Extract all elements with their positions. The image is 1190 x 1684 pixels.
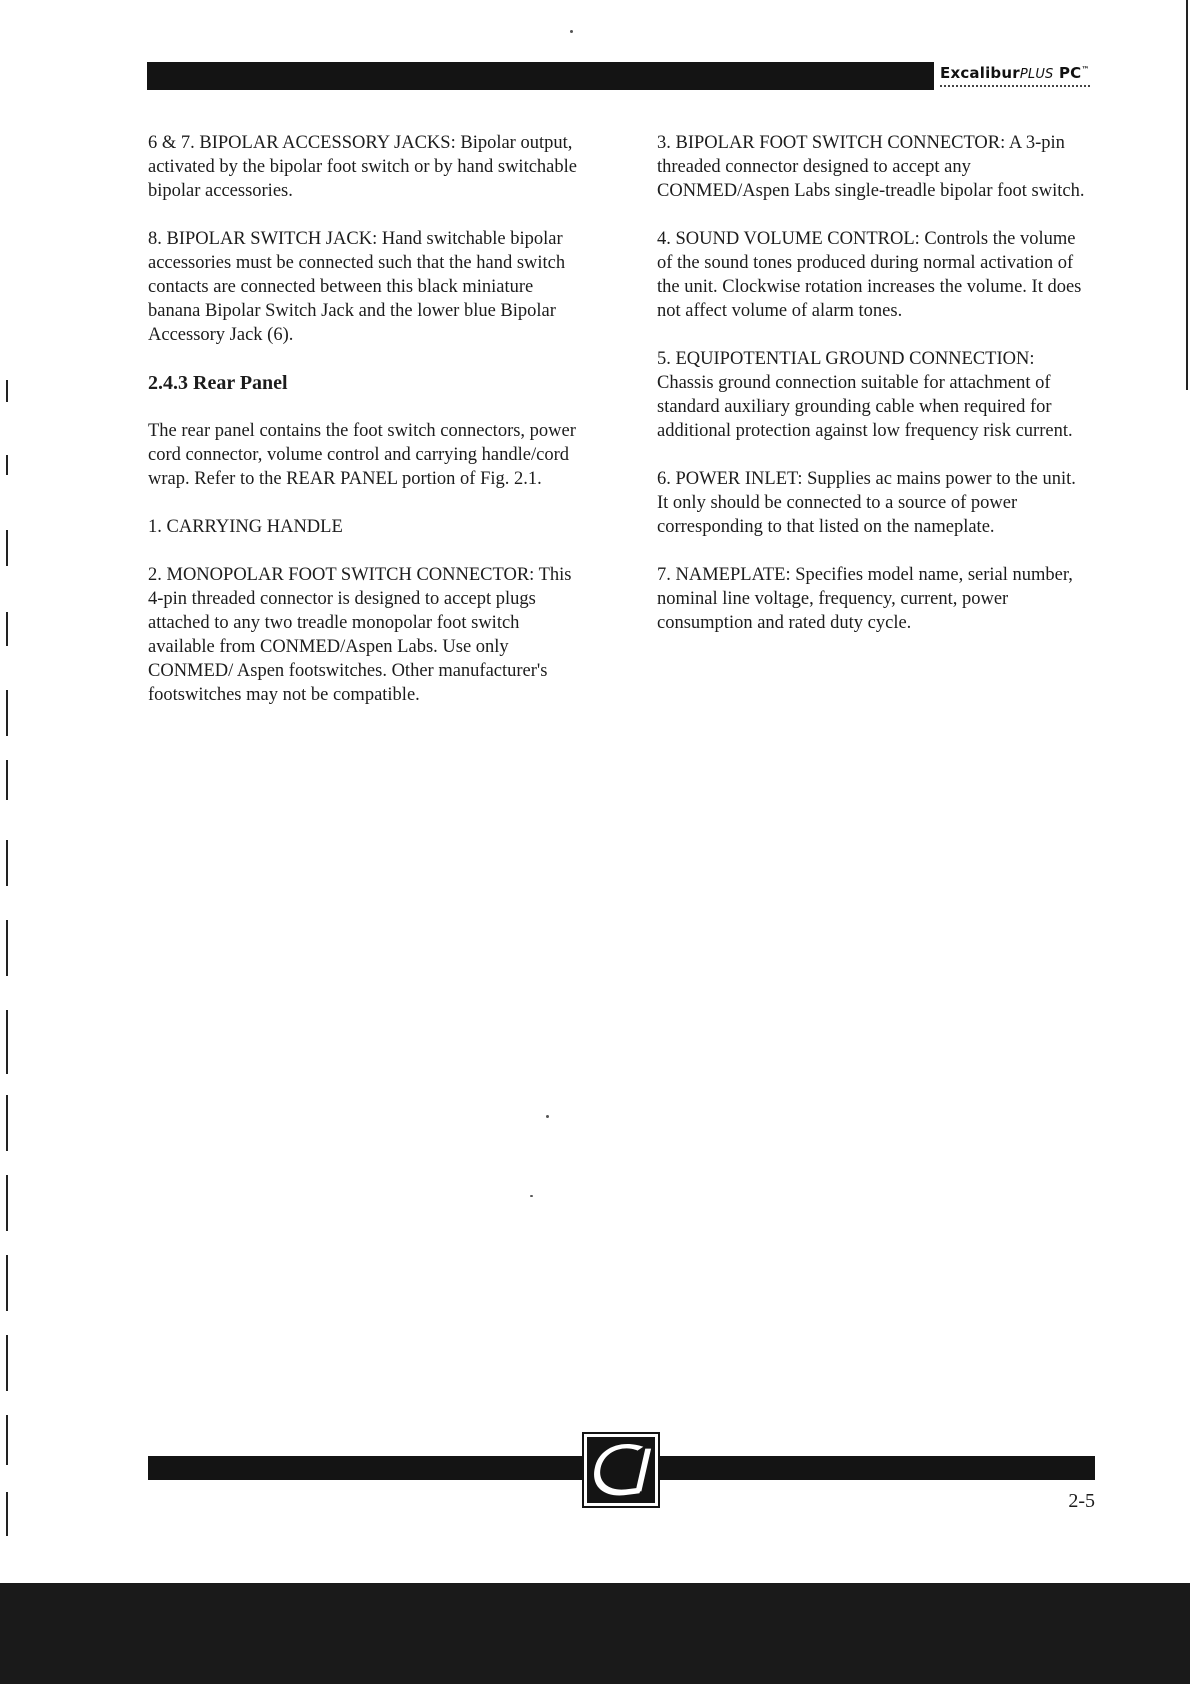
scan-speck [546,1115,549,1118]
power-inlet-item: 6. POWER INLET: Supplies ac mains power to the unit. It only should be connected to a source of power corresponding to that listed on the nameplate. [657,469,1076,537]
monopolar-foot-switch-item: 2. MONOPOLAR FOOT SWITCH CONNECTOR: This 4-pin threaded connector is designed to accept plugs attached to any two treadle monopolar foot switch available from CONMED/Aspen Labs. Use only CONMED/ Aspen footswitches. Other manufacturer's footswitches may not be compatible. [148,565,572,705]
scan-speck [530,1195,533,1197]
page-edge-line [1186,0,1188,390]
equipotential-ground-item: 5. EQUIPOTENTIAL GROUND CONNECTION: Chassis ground connection suitable for attachment of standard auxiliary grounding cable when required for additional protection against low frequency risk current. [657,349,1073,441]
scan-margin-marks [0,0,12,1684]
page-number: 2-5 [1068,1490,1095,1512]
header-bar [147,62,934,90]
bipolar-accessory-jacks-item: 6 & 7. BIPOLAR ACCESSORY JACKS: Bipolar output, activated by the bipolar foot switch or by hand switchable bipolar accessories. [148,133,577,201]
rear-panel-intro: The rear panel contains the foot switch connectors, power cord connector, volume control and carrying handle/cord wrap. Refer to the REAR PANEL portion of Fig. 2.1. [148,421,576,489]
section-heading-rear-panel: 2.4.3 Rear Panel [148,372,288,394]
sound-volume-control-item: 4. SOUND VOLUME CONTROL: Controls the volume of the sound tones produced during normal activation of the unit. Clockwise rotation increases the volume. It does not affect volume of alarm tones. [657,229,1082,321]
c-logo-icon [587,1437,655,1503]
brand-underline [940,85,1090,90]
scan-bottom-band [0,1583,1190,1684]
carrying-handle-item: 1. CARRYING HANDLE [148,517,343,537]
brand-pc: PC [1058,64,1082,82]
left-column [148,131,578,731]
bipolar-foot-switch-item: 3. BIPOLAR FOOT SWITCH CONNECTOR: A 3-pin threaded connector designed to accept any CONMED/Aspen Labs single-treadle bipolar foot switch. [657,133,1085,201]
conmed-logo-icon [584,1434,658,1506]
brand-plus: PLUS [1019,67,1054,82]
brand-main: Excalibur [940,64,1020,82]
right-column [657,131,1087,659]
bipolar-switch-jack-item: 8. BIPOLAR SWITCH JACK: Hand switchable bipolar accessories must be connected such that the hand switch contacts are connected between this black miniature banana Bipolar Switch Jack and the lower blue Bipolar Accessory Jack (6). [148,229,566,345]
brand-tm: ™ [1081,65,1090,74]
scan-speck [570,30,573,33]
nameplate-item: 7. NAMEPLATE: Specifies model name, serial number, nominal line voltage, frequency, current, power consumption and rated duty cycle. [657,565,1073,633]
